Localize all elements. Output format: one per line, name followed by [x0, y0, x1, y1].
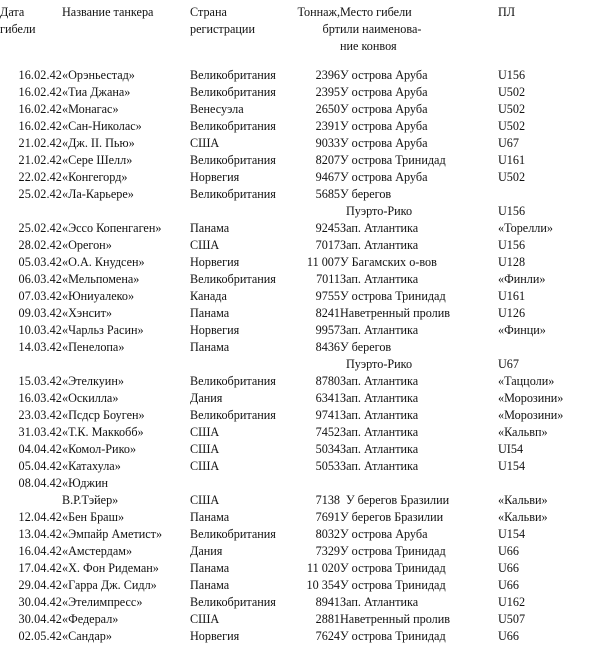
cell-country: Панама	[190, 578, 230, 592]
cell-submarine: U66	[498, 544, 519, 558]
cell-country: Норвегия	[190, 170, 240, 184]
cell-place: Зап. Атлантика	[340, 221, 419, 235]
header-spacer-row	[0, 55, 600, 67]
cell-place: Зап. Атлантика	[340, 238, 419, 252]
cell-place: Зап. Атлантика	[340, 272, 419, 286]
cell-date-cont	[0, 203, 62, 220]
table-row	[0, 169, 600, 186]
cell-tonnage: 9957	[315, 323, 340, 337]
cell-submarine: «Торелли»	[498, 221, 553, 235]
cell-country: Великобритания	[190, 68, 276, 82]
cell-date: 21.02.42	[18, 153, 62, 167]
cell-country: Панама	[190, 510, 230, 524]
cell-date: 16.02.42	[18, 68, 62, 82]
cell-tonnage-cont	[288, 203, 340, 220]
table-row	[0, 288, 600, 305]
cell-tonnage: 7624	[315, 629, 340, 643]
cell-submarine	[498, 186, 600, 203]
table-row	[0, 560, 600, 577]
cell-name: «Чарльз Расин»	[62, 323, 144, 337]
cell-submarine: U161	[498, 153, 526, 167]
table-row	[0, 271, 600, 288]
table-row	[0, 186, 600, 203]
cell-name: «Х. Фон Ридеман»	[62, 561, 159, 575]
header-tonnage-line3	[288, 38, 340, 55]
cell-date: 08.04.42	[18, 476, 62, 490]
table-row	[0, 135, 600, 152]
cell-submarine-cont: U156	[498, 204, 526, 218]
header-submarine: ПЛ	[498, 5, 516, 19]
cell-tonnage: 9033	[315, 136, 340, 150]
cell-tonnage: 2391	[315, 119, 340, 133]
cell-submarine: «Финли»	[498, 272, 546, 286]
cell-country-cont	[190, 356, 288, 373]
table-row	[0, 526, 600, 543]
cell-date: 14.03.42	[18, 340, 62, 354]
cell-date: 06.03.42	[18, 272, 62, 286]
cell-country: Дания	[190, 544, 223, 558]
cell-date: 09.03.42	[18, 306, 62, 320]
cell-tonnage: 11 007	[306, 255, 340, 269]
cell-country: Канада	[190, 289, 227, 303]
cell-country: США	[190, 238, 220, 252]
cell-place: Зап. Атлантика	[340, 442, 419, 456]
cell-submarine: U502	[498, 119, 526, 133]
cell-date: 15.03.42	[18, 374, 62, 388]
cell-name: «Ла-Карьере»	[62, 187, 134, 201]
cell-name: «О.А. Кнудсен»	[62, 255, 145, 269]
cell-place: У острова Тринидад	[340, 629, 446, 643]
cell-place: Зап. Атлантика	[340, 323, 419, 337]
table-row	[0, 101, 600, 118]
cell-name: «Псдср Боуген»	[62, 408, 145, 422]
table-row	[0, 475, 600, 492]
cell-name: «Этелимпресс»	[62, 595, 143, 609]
cell-submarine: U67	[498, 136, 519, 150]
cell-place: У острова Аруба	[340, 68, 428, 82]
cell-country: Великобритания	[190, 595, 276, 609]
cell-place: У острова Тринидад	[340, 578, 446, 592]
cell-place: Наветренный пролив	[340, 612, 450, 626]
cell-place: Наветренный пролив	[340, 306, 450, 320]
cell-country	[190, 475, 288, 492]
cell-date: 25.02.42	[18, 187, 62, 201]
table-row-continuation	[0, 356, 600, 373]
cell-date: 05.03.42	[18, 255, 62, 269]
cell-date: 07.03.42	[18, 289, 62, 303]
cell-tonnage: 10 354	[306, 578, 340, 592]
cell-date: 02.05.42	[18, 629, 62, 643]
cell-country: Норвегия	[190, 255, 240, 269]
cell-date: 29.04.42	[18, 578, 62, 592]
cell-tonnage: 7691	[315, 510, 340, 524]
cell-name: «Пенелопа»	[62, 340, 125, 354]
table-row	[0, 305, 600, 322]
cell-submarine: U502	[498, 170, 526, 184]
cell-place: У острова Аруба	[340, 170, 428, 184]
table-row	[0, 407, 600, 424]
table-row	[0, 373, 600, 390]
cell-place: У берегов Бразилии	[340, 510, 444, 524]
cell-date: 16.02.42	[18, 119, 62, 133]
cell-submarine: U128	[498, 255, 526, 269]
cell-name: «Гарра Дж. Сидл»	[62, 578, 157, 592]
cell-country: США	[190, 612, 220, 626]
cell-date-cont	[0, 356, 62, 373]
cell-submarine: «Таццоли»	[498, 374, 555, 388]
cell-name: «Юджин	[62, 476, 108, 490]
cell-name: «Сан-Николас»	[62, 119, 142, 133]
cell-name: «Эмпайр Аметист»	[62, 527, 163, 541]
table-row	[0, 458, 600, 475]
header-place: Место гибели	[340, 5, 412, 19]
cell-tonnage: 6341	[315, 391, 340, 405]
cell-tonnage: 7011	[316, 272, 340, 286]
cell-name: «Сандар»	[62, 629, 112, 643]
header-country-line2: регистрации	[190, 22, 255, 36]
cell-tonnage	[288, 475, 340, 492]
cell-submarine: U66	[498, 578, 519, 592]
cell-tonnage-cont: 7138	[315, 493, 340, 507]
cell-tonnage: 2395	[315, 85, 340, 99]
tanker-losses-table	[0, 4, 600, 645]
table-row	[0, 543, 600, 560]
cell-tonnage: 9245	[315, 221, 340, 235]
table-row	[0, 84, 600, 101]
table-row	[0, 152, 600, 169]
cell-country: Венесуэла	[190, 102, 244, 116]
cell-place: У острова Тринидад	[340, 544, 446, 558]
cell-submarine: U156	[498, 238, 526, 252]
cell-submarine: U156	[498, 68, 526, 82]
table-row	[0, 118, 600, 135]
cell-date: 05.04.42	[18, 459, 62, 473]
cell-submarine-cont: «Кальви»	[498, 493, 548, 507]
cell-country: США	[190, 459, 220, 473]
cell-name: «Эссо Копенгаген»	[62, 221, 162, 235]
cell-country: США	[190, 442, 220, 456]
header-place-line2: или наименова-	[340, 22, 422, 36]
cell-name: «Конгегорд»	[62, 170, 128, 184]
cell-country: Панама	[190, 221, 230, 235]
cell-place: Зап. Атлантика	[340, 595, 419, 609]
header-submarine-line2	[498, 21, 600, 38]
cell-name-cont	[62, 203, 190, 220]
cell-tonnage: 7017	[315, 238, 340, 252]
cell-country: Норвегия	[190, 629, 240, 643]
header-date: Дата	[0, 5, 25, 19]
table-row	[0, 67, 600, 84]
cell-tonnage: 2396	[315, 68, 340, 82]
cell-country: Панама	[190, 340, 230, 354]
cell-place: Зап. Атлантика	[340, 391, 419, 405]
header-submarine-line3	[498, 38, 600, 55]
cell-name: «Сере Шелл»	[62, 153, 133, 167]
cell-submarine: «Финци»	[498, 323, 546, 337]
cell-name: «Орэньестад»	[62, 68, 135, 82]
table-row	[0, 237, 600, 254]
cell-country: Великобритания	[190, 119, 276, 133]
cell-place: У берегов	[340, 187, 392, 201]
cell-tonnage: 9741	[315, 408, 340, 422]
table-row-continuation	[0, 203, 600, 220]
cell-country: Великобритания	[190, 408, 276, 422]
cell-name: «Т.К. Маккобб»	[62, 425, 144, 439]
cell-name: «Федерал»	[62, 612, 119, 626]
cell-place: У берегов	[340, 340, 392, 354]
table-row	[0, 441, 600, 458]
cell-place-cont: У берегов Бразилии	[346, 493, 450, 507]
cell-name-cont: В.Р.Тэйер»	[62, 493, 119, 507]
table-row	[0, 322, 600, 339]
cell-tonnage: 9467	[315, 170, 340, 184]
table-row	[0, 628, 600, 645]
header-row-2	[0, 21, 600, 38]
cell-place: У острова Аруба	[340, 102, 428, 116]
cell-name: «Катахула»	[62, 459, 121, 473]
cell-tonnage: 8207	[315, 153, 340, 167]
cell-country: Панама	[190, 306, 230, 320]
cell-date: 21.02.42	[18, 136, 62, 150]
cell-date: 16.03.42	[18, 391, 62, 405]
cell-date-cont	[0, 492, 62, 509]
cell-tonnage: 2881	[315, 612, 340, 626]
table-row	[0, 594, 600, 611]
cell-place: Зап. Атлантика	[340, 374, 419, 388]
cell-tonnage: 8032	[315, 527, 340, 541]
table-row	[0, 577, 600, 594]
cell-name: «Монагас»	[62, 102, 119, 116]
cell-tonnage: 7452	[315, 425, 340, 439]
header-name: Название танкера	[62, 5, 154, 19]
cell-submarine: U161	[498, 289, 526, 303]
cell-date: 22.02.42	[18, 170, 62, 184]
cell-tonnage: 8436	[315, 340, 340, 354]
cell-submarine: «Кальвп»	[498, 425, 548, 439]
table-row	[0, 390, 600, 407]
cell-date: 12.04.42	[18, 510, 62, 524]
cell-submarine: U126	[498, 306, 526, 320]
cell-submarine	[498, 475, 600, 492]
cell-date: 30.04.42	[18, 612, 62, 626]
cell-place: У острова Аруба	[340, 136, 428, 150]
cell-submarine: U502	[498, 85, 526, 99]
cell-place: Зап. Атлантика	[340, 408, 419, 422]
header-row-1	[0, 4, 600, 21]
cell-country-cont	[190, 203, 288, 220]
cell-tonnage: 8241	[315, 306, 340, 320]
cell-date: 25.02.42	[18, 221, 62, 235]
header-name-line3	[62, 38, 190, 55]
cell-country: Норвегия	[190, 323, 240, 337]
cell-date: 04.04.42	[18, 442, 62, 456]
cell-tonnage: 7329	[315, 544, 340, 558]
cell-tonnage: 5034	[315, 442, 340, 456]
cell-country: Великобритания	[190, 153, 276, 167]
cell-submarine: U507	[498, 612, 526, 626]
cell-name: «Дж. II. Пью»	[62, 136, 135, 150]
cell-name: «Комол-Рико»	[62, 442, 137, 456]
cell-submarine: «Кальви»	[498, 510, 548, 524]
cell-place: Зап. Атлантика	[340, 459, 419, 473]
cell-date: 10.03.42	[18, 323, 62, 337]
cell-submarine: U154	[498, 527, 526, 541]
cell-place: У острова Тринидад	[340, 289, 446, 303]
cell-place: У острова Тринидад	[340, 153, 446, 167]
cell-country: Великобритания	[190, 272, 276, 286]
cell-date: 13.04.42	[18, 527, 62, 541]
cell-place-cont: Пуэрто-Рико	[346, 204, 413, 218]
header-tonnage-line2: брт	[322, 22, 340, 36]
cell-country: Дания	[190, 391, 223, 405]
header-country-line3	[190, 38, 288, 55]
table-row	[0, 611, 600, 628]
cell-submarine: U154	[498, 459, 526, 473]
table-row-continuation	[0, 492, 600, 509]
header-country: Страна	[190, 5, 227, 19]
cell-submarine: «Морозини»	[498, 408, 564, 422]
cell-submarine: U66	[498, 561, 519, 575]
cell-date: 31.03.42	[18, 425, 62, 439]
cell-place: Зап. Атлантика	[340, 425, 419, 439]
table-row	[0, 424, 600, 441]
cell-name: «Юниуалеко»	[62, 289, 135, 303]
cell-name: «Тиа Джана»	[62, 85, 131, 99]
cell-tonnage: 2650	[315, 102, 340, 116]
cell-country: Великобритания	[190, 374, 276, 388]
cell-country: Панама	[190, 561, 230, 575]
table-header	[0, 4, 600, 67]
header-tonnage: Тоннаж,	[297, 5, 340, 19]
cell-tonnage-cont	[288, 356, 340, 373]
cell-submarine: U66	[498, 629, 519, 643]
table-row	[0, 254, 600, 271]
cell-date: 16.04.42	[18, 544, 62, 558]
cell-tonnage: 8941	[315, 595, 340, 609]
cell-tonnage: 11 020	[306, 561, 340, 575]
cell-tonnage: 5685	[315, 187, 340, 201]
cell-submarine-cont: U67	[498, 357, 519, 371]
table-row	[0, 339, 600, 356]
cell-name: «Орегон»	[62, 238, 112, 252]
cell-country: Великобритания	[190, 85, 276, 99]
cell-date: 28.02.42	[18, 238, 62, 252]
cell-date: 30.04.42	[18, 595, 62, 609]
cell-place-cont: Пуэрто-Рико	[346, 357, 413, 371]
cell-place: У острова Аруба	[340, 85, 428, 99]
cell-name: «Оскилла»	[62, 391, 119, 405]
cell-country-cont: США	[190, 493, 220, 507]
cell-country: Великобритания	[190, 527, 276, 541]
cell-place: У острова Аруба	[340, 527, 428, 541]
cell-country: США	[190, 425, 220, 439]
cell-submarine: UI54	[498, 442, 524, 456]
cell-name: «Хэнсит»	[62, 306, 112, 320]
cell-place: У острова Тринидад	[340, 561, 446, 575]
header-row-3	[0, 38, 600, 55]
header-name-line2	[62, 21, 190, 38]
cell-place: У Багамских о-вов	[340, 255, 437, 269]
cell-submarine: «Морозини»	[498, 391, 564, 405]
table-body	[0, 67, 600, 645]
header-spacer-cell	[0, 55, 600, 67]
cell-date: 16.02.42	[18, 85, 62, 99]
cell-name: «Мельпомена»	[62, 272, 140, 286]
cell-country: Великобритания	[190, 187, 276, 201]
cell-place	[340, 475, 498, 492]
cell-name-cont	[62, 356, 190, 373]
header-date-line3	[0, 38, 62, 55]
cell-place: У острова Аруба	[340, 119, 428, 133]
cell-name: «Бен Браш»	[62, 510, 125, 524]
cell-tonnage: 8780	[315, 374, 340, 388]
cell-name: «Амстердам»	[62, 544, 133, 558]
header-date-line2: гибели	[0, 22, 36, 36]
cell-submarine: U502	[498, 102, 526, 116]
cell-name: «Этелкуин»	[62, 374, 124, 388]
cell-tonnage: 5053	[315, 459, 340, 473]
cell-date: 17.04.42	[18, 561, 62, 575]
cell-date: 16.02.42	[18, 102, 62, 116]
table-row	[0, 220, 600, 237]
cell-tonnage: 9755	[315, 289, 340, 303]
cell-submarine: U162	[498, 595, 526, 609]
cell-submarine	[498, 339, 600, 356]
header-place-line3: ние конвоя	[340, 39, 397, 53]
cell-country: США	[190, 136, 220, 150]
cell-date: 23.03.42	[18, 408, 62, 422]
table-row	[0, 509, 600, 526]
